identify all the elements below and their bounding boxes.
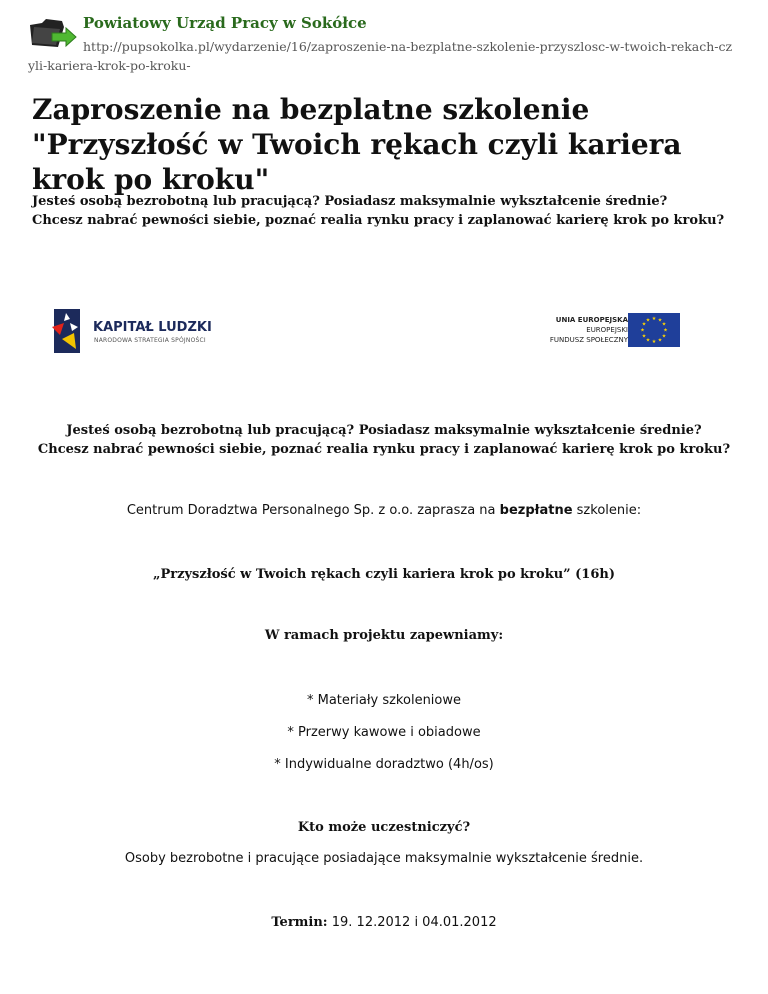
eu-fund-text bbox=[550, 315, 628, 345]
svg-text:★: ★ bbox=[641, 333, 647, 340]
who-heading: Kto może uczestniczyć? bbox=[297, 820, 471, 835]
provides-item: * Indywidualne doradztwo (4h/os) bbox=[274, 757, 494, 772]
who-text: Osoby bezrobotne i pracujące posiadające maksymalnie wykształcenie średnie. bbox=[124, 851, 644, 866]
course-name: „Przyszłość w Twoich rękach czyli kariera krok po kroku” (16h) bbox=[153, 567, 615, 582]
provides-item: * Przerwy kawowe i obiadowe bbox=[287, 725, 481, 740]
invite-text bbox=[0, 503, 768, 518]
eu-fund-logo bbox=[548, 310, 688, 350]
svg-text:★: ★ bbox=[651, 339, 657, 345]
question-line-1: Jesteś osobą bezrobotną lub pracującą? Posiadasz maksymalnie wykształcenie średnie? bbox=[66, 423, 702, 438]
page-url-line-1[interactable]: http://pupsokolka.pl/wydarzenie/16/zaproszenie-na-bezplatne-szkolenie-przyszlosc-w-twoich-rekach-cz bbox=[83, 39, 733, 54]
kapital-ludzki-logo bbox=[48, 305, 228, 360]
svg-text:★: ★ bbox=[651, 316, 657, 322]
svg-text:★: ★ bbox=[641, 321, 647, 328]
page-title: Zaproszenie na bezplatne szkolenie "Przyszłość w Twoich rękach czyli kariera krok po kroku" bbox=[32, 93, 682, 196]
question-block bbox=[0, 421, 768, 459]
invite-suffix: szkolenie: bbox=[572, 503, 642, 518]
kapital-ludzki-icon bbox=[48, 305, 88, 357]
kapital-ludzki-name: KAPITAŁ LUDZKI bbox=[93, 320, 212, 335]
sponsor-logos bbox=[48, 305, 688, 360]
eu-line-2: EUROPEJSKI bbox=[586, 326, 628, 334]
svg-text:★: ★ bbox=[640, 327, 645, 334]
intro-text bbox=[32, 192, 752, 230]
intro-line-1: Jesteś osobą bezrobotną lub pracującą? Posiadasz maksymalnie wykształcenie średnie? bbox=[32, 194, 668, 209]
svg-text:★: ★ bbox=[657, 317, 663, 324]
svg-text:★: ★ bbox=[661, 333, 667, 340]
svg-text:★: ★ bbox=[661, 321, 667, 328]
question-line-2: Chcesz nabrać pewności siebie, poznać realia rynku pracy i zaplanować karierę krok po kroku? bbox=[37, 442, 731, 457]
svg-text:★: ★ bbox=[657, 337, 663, 344]
provides-item: * Materiały szkoleniowe bbox=[306, 693, 461, 708]
site-name[interactable]: Powiatowy Urząd Pracy w Sokółce bbox=[83, 14, 367, 32]
kapital-ludzki-subtitle: NARODOWA STRATEGIA SPÓJNOŚCI bbox=[94, 337, 206, 344]
term-line bbox=[0, 915, 768, 930]
page-url[interactable] bbox=[0, 37, 768, 75]
eu-line-3: FUNDUSZ SPOŁECZNY bbox=[549, 336, 628, 344]
provides-heading: W ramach projektu zapewniamy: bbox=[264, 628, 504, 643]
invite-prefix: Centrum Doradztwa Personalnego Sp. z o.o. zaprasza na bbox=[126, 503, 500, 518]
page-url-line-2[interactable]: yli-kariera-krok-po-kroku- bbox=[28, 58, 191, 73]
invite-bold: bezpłatne bbox=[499, 503, 573, 518]
term-label: Termin: bbox=[271, 915, 328, 930]
intro-line-2: Chcesz nabrać pewności siebie, poznać realia rynku pracy i zaplanować karierę krok po kroku? bbox=[32, 213, 725, 228]
term-value: 19. 12.2012 i 04.01.2012 bbox=[327, 915, 497, 930]
svg-text:★: ★ bbox=[663, 327, 668, 334]
svg-text:★: ★ bbox=[645, 317, 651, 324]
svg-text:★: ★ bbox=[645, 337, 651, 344]
eu-flag-icon bbox=[628, 313, 680, 347]
eu-line-1: UNIA EUROPEJSKA bbox=[555, 316, 628, 324]
